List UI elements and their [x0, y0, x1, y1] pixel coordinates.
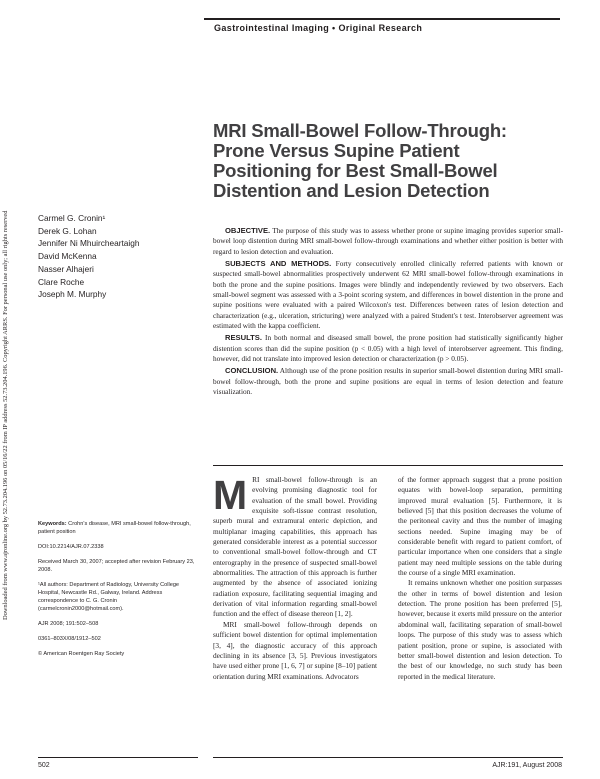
doi: DOI:10.2214/AJR.07.2338	[38, 544, 104, 550]
download-notice: Downloaded from www.ajronline.org by 52.73.204.196 on 05/16/22 from IP address 52.73.204.196. Copyright ARRS. For personal use only; all rights reserved	[2, 210, 9, 620]
body-column-left	[213, 472, 377, 682]
title-line: Distention and Lesion Detection	[213, 180, 490, 201]
affiliation: ¹All authors: Department of Radiology, University College Hospital, Newcastle Rd., Galway, Ireland. Address correspondence to C. G. Cronin (carmelcronin2000@hotmail.com).	[38, 582, 180, 612]
abstract-heading: SUBJECTS AND METHODS.	[225, 259, 332, 269]
abstract-results	[213, 333, 563, 364]
body-paragraph: of the former approach suggest that a prone position equates with bowel-loop separation, permitting improved mural evaluation [5]. Furthermore, it is believed [5] that this position decreases the volume of the peritoneal cavity and thus the number of imaging sections needed. Supine imaging may be of considerable benefit with regard to patient comfort, of particular importance when one considers that a single patient may need multiple sessions on the table during the course of a single MRI examination.	[398, 475, 562, 578]
title-line: Prone Versus Supine Patient	[213, 140, 460, 161]
keywords	[38, 520, 196, 536]
abstract-text: Forty consecutively enrolled clinically referred patients with known or suspected small-bowel abnormalities prospectively underwent 62 MRI small-bowel follow-through examinations in both the prone and the supine positions. Images were blindly and independently reviewed by two observers. Each small-bowel segment was assessed with a 3-point scoring system, and differences in bowel distention in the prone and supine positions were evaluated with a paired Wilcoxon's test. Differences between rates of lesion detection and characterization (e.g., ulceration, stricturing) were analyzed with a paired Student's t test. Interobserver agreement was estimated with the kappa coefficient.	[213, 259, 563, 331]
citation: AJR 2008; 191:502–508	[38, 621, 99, 627]
received-date: Received March 30, 2007; accepted after revision February 23, 2008.	[38, 559, 195, 573]
section-label: Gastrointestinal Imaging • Original Research	[214, 23, 423, 33]
issn: 0361–803X/08/1912–502	[38, 636, 101, 642]
title-line: Positioning for Best Small-Bowel	[213, 160, 498, 181]
header-rule	[204, 18, 560, 20]
author-name: David McKenna	[38, 251, 97, 262]
author-name: Joseph M. Murphy	[38, 289, 107, 300]
copyright: © American Roentgen Ray Society	[38, 651, 125, 657]
abstract-heading: RESULTS.	[225, 333, 262, 343]
body-paragraph: It remains unknown whether one position surpasses the other in terms of bowel distention and lesion detection. The prone position has been preferred [5], however, because it exerts mild pressure on the anterior abdominal wall, facilitating separation of small-bowel loops. The purpose of this study was to assess which patient position, prone or supine, is associated with better small-bowel distention and lesion detection. To the best of our knowledge, no such study has been reported in the medical literature.	[398, 578, 562, 681]
author-name: Jennifer Ni Mhuircheartaigh	[38, 238, 140, 249]
footer-rule-right	[213, 757, 563, 758]
author-list	[38, 212, 198, 301]
abstract-conclusion	[213, 366, 563, 397]
abstract-text: Although use of the prone position results in superior small-bowel distention during MRI small-bowel follow-through, both the prone and supine positions are equal in terms of lesion detection and feature visualization.	[213, 366, 563, 397]
paragraph-text: RI small-bowel follow-through is an evolving promising diagnostic tool for evaluation of the small bowel. Providing exquisite soft-tissue contrast resolution, superb mural and extramural enteric depiction, and multiplanar imaging capabilities, this approach has generated considerable interest as a potential successor to conventional small-bowel follow-through and CT enterography in the presence of suspected small-bowel abnormalities. The attraction of this approach is further augmented by the absence of associated ionizing radiation exposure, facilitating sequential imaging and derivation of vital information regarding small-bowel function and the effect of disease thereon [1, 2].	[213, 475, 377, 619]
body-paragraph	[213, 472, 377, 620]
abstract-heading: CONCLUSION.	[225, 366, 279, 376]
author-name: Nasser Alhajeri	[38, 263, 94, 274]
abstract-text: The purpose of this study was to assess whether prone or supine imaging provides superior small-bowel loop distention during MRI small-bowel follow-through examinations and whether either position is better with regard to lesion detection and evaluation.	[213, 226, 563, 256]
abstract	[213, 226, 563, 400]
title-line: MRI Small-Bowel Follow-Through:	[213, 120, 507, 141]
article-title	[213, 121, 563, 201]
body-paragraph: MRI small-bowel follow-through depends on sufficient bowel distention for optimal implementation [3, 4], the diagnostic accuracy of this approach declining in its absence [3, 5]. Previous investigators have used either prone [1, 6, 7] or supine [8–10] patient orientation during MRI examinations. Advocators	[213, 619, 377, 681]
abstract-text: In both normal and diseased small bowel, the prone position had statistically significantly higher distention scores than did the supine position (p < 0.05) with a high level of interobserver agreement. This finding, however, did not translate into improved lesion detection or characterization (p > 0.05).	[213, 333, 563, 364]
footer-rule-left	[38, 757, 198, 758]
keywords-heading: Keywords:	[38, 521, 67, 527]
author-name: Carmel G. Cronin¹	[38, 213, 106, 223]
article-notes	[38, 520, 196, 665]
abstract-objective	[213, 226, 563, 257]
page-number: 502	[38, 762, 50, 769]
author-name: Derek G. Lohan	[38, 225, 97, 236]
journal-issue: AJR:191, August 2008	[492, 762, 562, 769]
drop-cap: M	[213, 472, 248, 518]
abstract-heading: OBJECTIVE.	[225, 226, 271, 235]
body-column-right	[398, 475, 562, 682]
author-name: Clare Roche	[38, 276, 85, 287]
abstract-divider	[213, 465, 563, 466]
abstract-methods	[213, 259, 563, 331]
keywords-text: Crohn's disease, MRI small-bowel follow-through, patient position	[38, 521, 191, 535]
